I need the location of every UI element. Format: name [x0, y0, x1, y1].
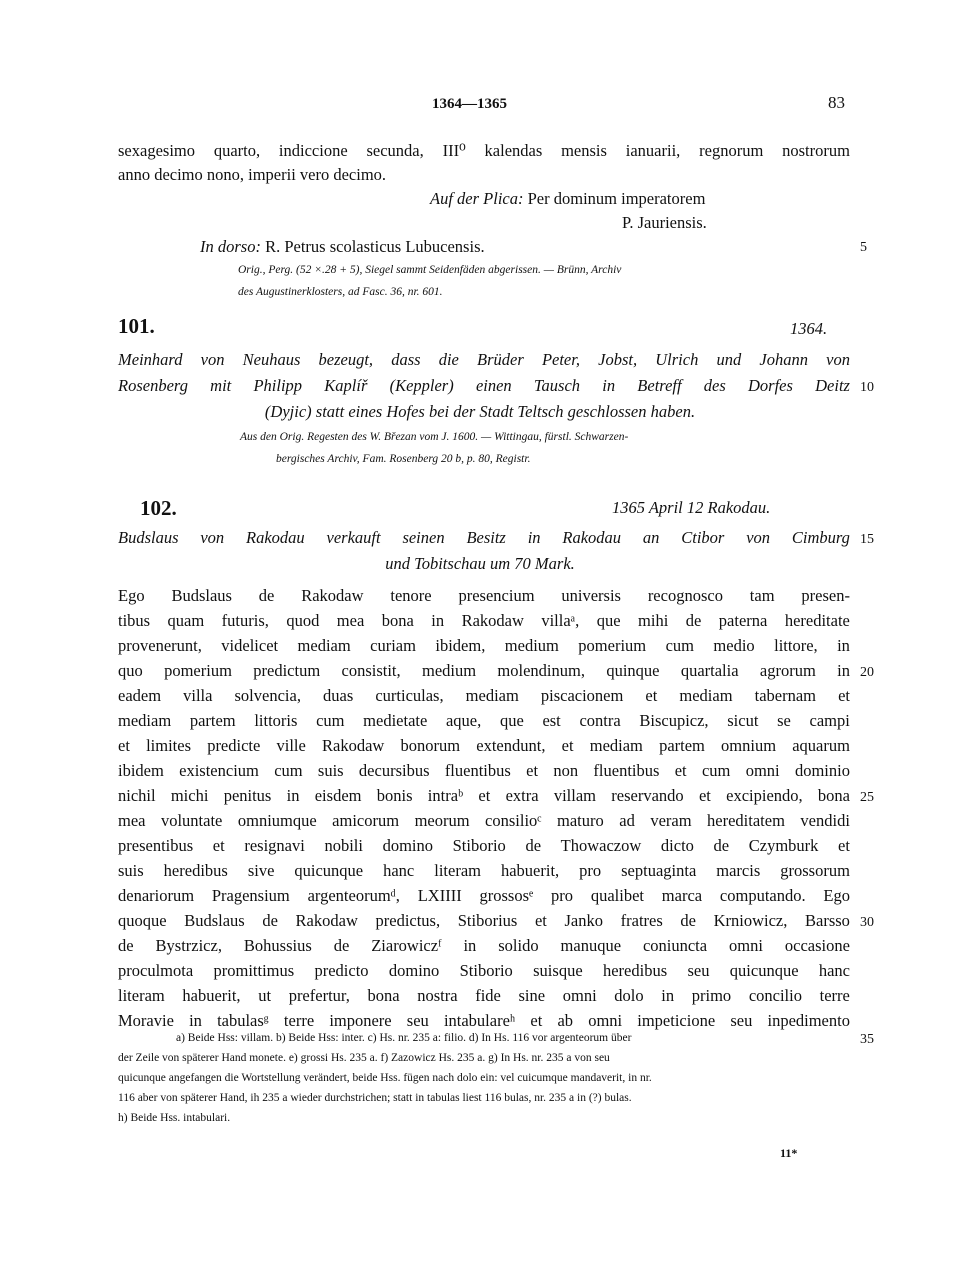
- regest-line: Rosenberg mit Philipp Kaplíř (Keppler) einen Tausch in Betreff des Dorfes Deitz: [118, 376, 850, 395]
- text-line: quoque Budslaus de Rakodaw predictus, Stiborius et Janko fratres de Krniowicz, Barsso: [118, 911, 850, 930]
- text-line: nichil michi penitus in eisdem bonis intraᵇ et extra villam reservando et excipiendo, bona: [118, 786, 850, 805]
- text-line: suis heredibus sive quicunque hanc literam habuerit, pro septuaginta marcis grossorum: [118, 861, 850, 880]
- dorso-line: [200, 237, 485, 257]
- document-number: 101.: [118, 314, 155, 338]
- footnote-line: h) Beide Hss. intabulari.: [118, 1112, 231, 1124]
- page-number: 83: [828, 93, 845, 112]
- line-number: 20: [860, 665, 874, 680]
- text-line: provenerunt, videlicet mediam curiam ibidem, medium pomerium cum medio littore, in: [118, 636, 850, 655]
- regest-line: und Tobitschau um 70 Mark.: [385, 554, 575, 573]
- plica-line: [430, 189, 705, 209]
- source-note: Aus den Orig. Regesten des W. Březan vom J. 1600. — Wittingau, fürstl. Schwarzen-: [240, 431, 629, 443]
- text-line: mea voluntate omniumque amicorum meorum consilioᶜ maturo ad veram hereditatem vendidi: [118, 811, 850, 830]
- text-line: presentibus et resignavi nobili domino Stiborio de Thowaczow dicto de Czymburk et: [118, 836, 850, 855]
- text-line: Ego Budslaus de Rakodaw tenore presencium universis recognosco tam presen-: [118, 586, 850, 605]
- line-number: 10: [860, 380, 874, 395]
- line-number: 35: [860, 1032, 874, 1047]
- text-line: mediam partem littoris cum medietate aque, que est contra Biscupicz, sicut se campi: [118, 711, 850, 730]
- text-line: tibus quam futuris, quod mea bona in Rakodaw villaᵃ, que mihi de paterna hereditate: [118, 611, 850, 630]
- footnote-line: der Zeile von späterer Hand monete. e) grossi Hs. 235 a. f) Zazowicz Hs. 235 a. g) In Hs. nr. 235 a von seu: [118, 1052, 610, 1064]
- running-head: 1364—1365: [432, 96, 507, 112]
- text-line: et limites predicte ville Rakodaw bonorum extendunt, et mediam partem omnium aquarum: [118, 736, 850, 755]
- footnote-line: 116 aber von späterer Hand, ih 235 a wieder durchstrichen; statt in tabulas liest 116 bulas, nr. 235 a in (?) bulas.: [118, 1092, 632, 1104]
- source-note: des Augustinerklosters, ad Fasc. 36, nr. 601.: [238, 286, 443, 298]
- source-note: Orig., Perg. (52 ×.28 + 5), Siegel sammt Seidenfäden abgerissen. — Brünn, Archiv: [238, 264, 622, 276]
- text-line: de Bystrzicz, Bohussius de Ziarowiczᶠ in solido manuque coniuncta omni occasione: [118, 936, 850, 955]
- document-date: 1364.: [790, 319, 828, 338]
- text-line: literam habuerit, ut prefertur, bona nostra fide sine omni dolo in primo concilio terre: [118, 986, 850, 1005]
- text-line: quo pomerium predictum consistit, medium molendinum, quinque quartalia agrorum in: [118, 661, 850, 680]
- footnote-line: a) Beide Hss: villam. b) Beide Hss: inter. c) Hs. nr. 235 a: filio. d) In Hs. 116 vor argenteorum über: [176, 1032, 632, 1044]
- signature-mark: 11*: [780, 1146, 798, 1160]
- line-number: 15: [860, 532, 874, 547]
- plica-text: Per dominum imperatorem: [527, 189, 706, 208]
- text-line: sexagesimo quarto, indiccione secunda, III⁰ kalendas mensis ianuarii, regnorum nostrorum: [118, 141, 850, 160]
- text-line: denariorum Pragensium argenteorumᵈ, LXIIII grossosᵉ pro qualibet marca computando. Ego: [118, 886, 850, 905]
- regest-line: (Dyjic) statt eines Hofes bei der Stadt Teltsch geschlossen haben.: [264, 402, 696, 421]
- line-number: 5: [860, 240, 867, 255]
- text-line: eadem villa solvencia, duas curticulas, mediam piscacionem et mediam tabernam et: [118, 686, 850, 705]
- footnote-line: quicunque angefangen die Wortstellung verändert, beide Hss. fügen nach dolo ein: vel cuicumque mandaverit, in nr.: [118, 1072, 652, 1084]
- line-number: 30: [860, 915, 874, 930]
- plica-signer: P. Jauriensis.: [622, 213, 707, 232]
- text-line: anno decimo nono, imperii vero decimo.: [118, 165, 387, 184]
- text-line: Moravie in tabulasᵍ terre imponere seu intabulareʰ et ab omni impeticione seu inpedimento: [118, 1011, 850, 1030]
- regest-line: Meinhard von Neuhaus bezeugt, dass die Brüder Peter, Jobst, Ulrich und Johann von: [118, 350, 850, 369]
- text-line: proculmota promittimus predicto domino Stiborio suisque heredibus seu quicunque hanc: [118, 961, 850, 980]
- document-number: 102.: [140, 496, 177, 520]
- document-date: 1365 April 12 Rakodau.: [612, 498, 771, 517]
- dorso-label: In dorso:: [200, 237, 261, 256]
- regest-line: Budslaus von Rakodau verkauft seinen Besitz in Rakodau an Ctibor von Cimburg: [118, 528, 850, 547]
- line-number: 25: [860, 790, 874, 805]
- plica-label: Auf der Plica:: [430, 189, 524, 208]
- text-line: ibidem existencium cum suis decursibus fluentibus et non fluentibus et cum omni dominio: [118, 761, 850, 780]
- source-note: bergisches Archiv, Fam. Rosenberg 20 b, p. 80, Registr.: [276, 453, 531, 465]
- dorso-text: R. Petrus scolasticus Lubucensis.: [265, 237, 485, 256]
